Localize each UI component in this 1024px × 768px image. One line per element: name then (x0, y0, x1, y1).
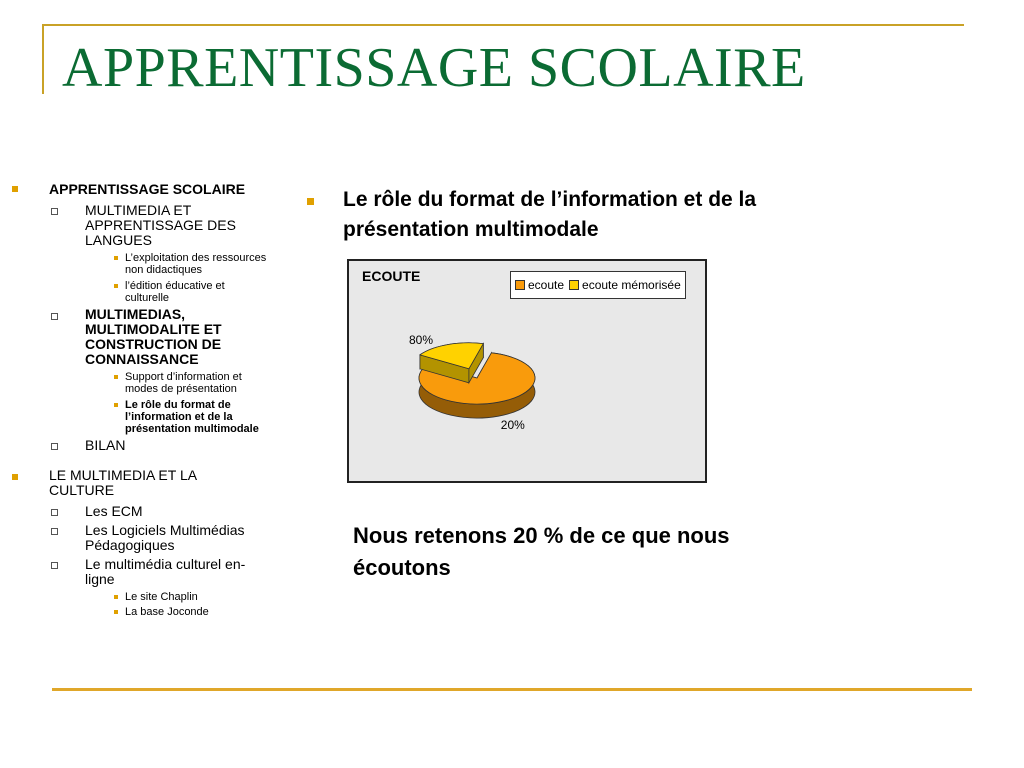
left-rule (42, 24, 44, 94)
chart-title: ECOUTE (362, 268, 421, 284)
bullet-square-icon (12, 474, 18, 480)
slide-title: APPRENTISSAGE SCOLAIRE (62, 37, 806, 99)
outline-item-2[interactable]: l’édition éducative et culturelle (125, 280, 225, 304)
conclusion-text: Nous retenons 20 % de ce que nous écoutons (353, 523, 730, 580)
bullet-small-icon (114, 595, 118, 599)
outline-item-5[interactable]: Le site Chaplin (125, 591, 198, 603)
pie-data-label: 20% (500, 417, 525, 432)
bottom-rule (52, 688, 972, 691)
content-heading: Le rôle du format de l’information et de la présentation multimodale (343, 188, 757, 241)
legend-item-ecoute: ecoute (515, 278, 564, 292)
outline-sub-3[interactable]: BILAN (85, 437, 126, 453)
bullet-box-icon (51, 562, 58, 569)
outline-item-1[interactable]: L’exploitation des ressources non didactiques (125, 252, 267, 276)
bullet-box-icon (51, 443, 58, 450)
outline-sub-4[interactable]: Les ECM (85, 503, 143, 519)
outline-sub-2[interactable]: MULTIMEDIAS, MULTIMODALITE ET CONSTRUCTION DE CONNAISSANCE (85, 306, 222, 367)
bullet-box-icon (51, 208, 58, 215)
bullet-small-icon (114, 256, 118, 260)
bullet-small-icon (114, 375, 118, 379)
outline-item-6[interactable]: La base Joconde (125, 606, 209, 618)
outline-sub-5[interactable]: Les Logiciels Multimédias Pédagogiques (85, 522, 245, 553)
bullet-small-icon (114, 403, 118, 407)
pie-data-label: 80% (409, 333, 434, 347)
outline-sub-1[interactable]: MULTIMEDIA ET APPRENTISSAGE DES LANGUES (85, 202, 236, 248)
outline-section-2[interactable]: LE MULTIMEDIA ET LA CULTURE (49, 467, 198, 498)
bullet-box-icon (51, 509, 58, 516)
pie-chart (347, 259, 707, 483)
legend-item-ecoute-memorisee: ecoute mémorisée (569, 278, 681, 292)
bullet-small-icon (114, 610, 118, 614)
bullet-small-icon (114, 284, 118, 288)
outline-item-4-current[interactable]: Le rôle du format de l’information et de la présentation multimodale (125, 399, 259, 435)
content-bullet-icon (307, 198, 314, 205)
pie-plot (349, 261, 705, 481)
outline-section-1[interactable]: APPRENTISSAGE SCOLAIRE (49, 181, 246, 197)
outline-sub-6[interactable]: Le multimédia culturel en- ligne (85, 556, 246, 587)
bullet-box-icon (51, 528, 58, 535)
top-rule (42, 24, 964, 26)
outline-item-3[interactable]: Support d’information et modes de présentation (125, 371, 242, 395)
bullet-box-icon (51, 313, 58, 320)
bullet-square-icon (12, 186, 18, 192)
